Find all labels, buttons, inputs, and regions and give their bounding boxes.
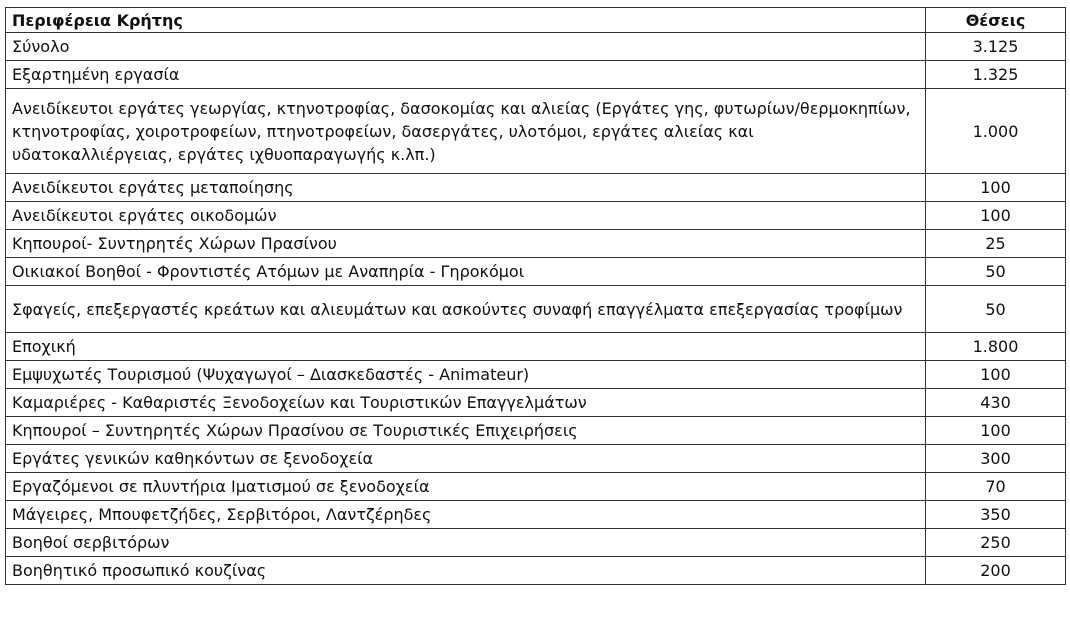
row-label: Οικιακοί Βοηθοί - Φροντιστές Ατόμων με Αναπηρία - Γηροκόμοι [6,258,926,286]
row-value: 1.000 [926,89,1066,174]
table-row [6,258,1066,286]
table-row [6,557,1066,585]
row-value: 100 [926,361,1066,389]
row-label: Βοηθητικό προσωπικό κουζίνας [6,557,926,585]
row-value: 25 [926,230,1066,258]
table-row [6,202,1066,230]
row-label: Εμψυχωτές Τουρισμού (Ψυχαγωγοί – Διασκεδαστές - Animateur) [6,361,926,389]
row-label: Σύνολο [6,33,926,61]
row-label: Κηπουροί – Συντηρητές Χώρων Πρασίνου σε Τουριστικές Επιχειρήσεις [6,417,926,445]
row-value: 100 [926,417,1066,445]
row-value: 350 [926,501,1066,529]
jobs-table [5,7,1066,585]
table-row [6,417,1066,445]
table-row [6,286,1066,333]
column-header-seats: Θέσεις [926,8,1066,33]
row-value: 430 [926,389,1066,417]
row-label: Εργαζόμενοι σε πλυντήρια Ιματισμού σε ξενοδοχεία [6,473,926,501]
row-label: Εργάτες γενικών καθηκόντων σε ξενοδοχεία [6,445,926,473]
column-header-region: Περιφέρεια Κρήτης [6,8,926,33]
table-row [6,333,1066,361]
row-value: 50 [926,258,1066,286]
table-row [6,529,1066,557]
row-label: Καμαριέρες - Καθαριστές Ξενοδοχείων και Τουριστικών Επαγγελμάτων [6,389,926,417]
table-row [6,33,1066,61]
row-label: Εξαρτημένη εργασία [6,61,926,89]
row-label: Σφαγείς, επεξεργαστές κρεάτων και αλιευμάτων και ασκούντες συναφή επαγγέλματα επεξεργασίας τροφίμων [6,286,926,333]
row-label: Μάγειρες, Μπουφετζήδες, Σερβιτόροι, Λαντζέρηδες [6,501,926,529]
row-value: 70 [926,473,1066,501]
row-label: Κηπουροί- Συντηρητές Χώρων Πρασίνου [6,230,926,258]
table-row [6,230,1066,258]
table-row [6,89,1066,174]
table-row [6,61,1066,89]
row-value: 250 [926,529,1066,557]
table-row [6,501,1066,529]
row-label: Ανειδίκευτοι εργάτες γεωργίας, κτηνοτροφίας, δασοκομίας και αλιείας (Εργάτες γης, φυτωρίων/θερμοκηπίων, κτηνοτροφίας, χοιροτροφείων, πτηνοτροφείων, δασεργάτες, υλοτόμοι, εργάτες αλιείας και υδατοκαλλιέργειας, εργάτες ιχθυοπαραγωγής κ.λπ.) [6,89,926,174]
row-value: 200 [926,557,1066,585]
row-value: 50 [926,286,1066,333]
table-row [6,473,1066,501]
table-header-row [6,8,1066,33]
row-value: 100 [926,202,1066,230]
row-value: 1.325 [926,61,1066,89]
row-label: Ανειδίκευτοι εργάτες μεταποίησης [6,174,926,202]
row-value: 300 [926,445,1066,473]
table-row [6,174,1066,202]
row-label: Ανειδίκευτοι εργάτες οικοδομών [6,202,926,230]
row-value: 1.800 [926,333,1066,361]
row-value: 100 [926,174,1066,202]
row-label: Βοηθοί σερβιτόρων [6,529,926,557]
row-value: 3.125 [926,33,1066,61]
table-row [6,361,1066,389]
table-row [6,389,1066,417]
row-label: Εποχική [6,333,926,361]
table-row [6,445,1066,473]
